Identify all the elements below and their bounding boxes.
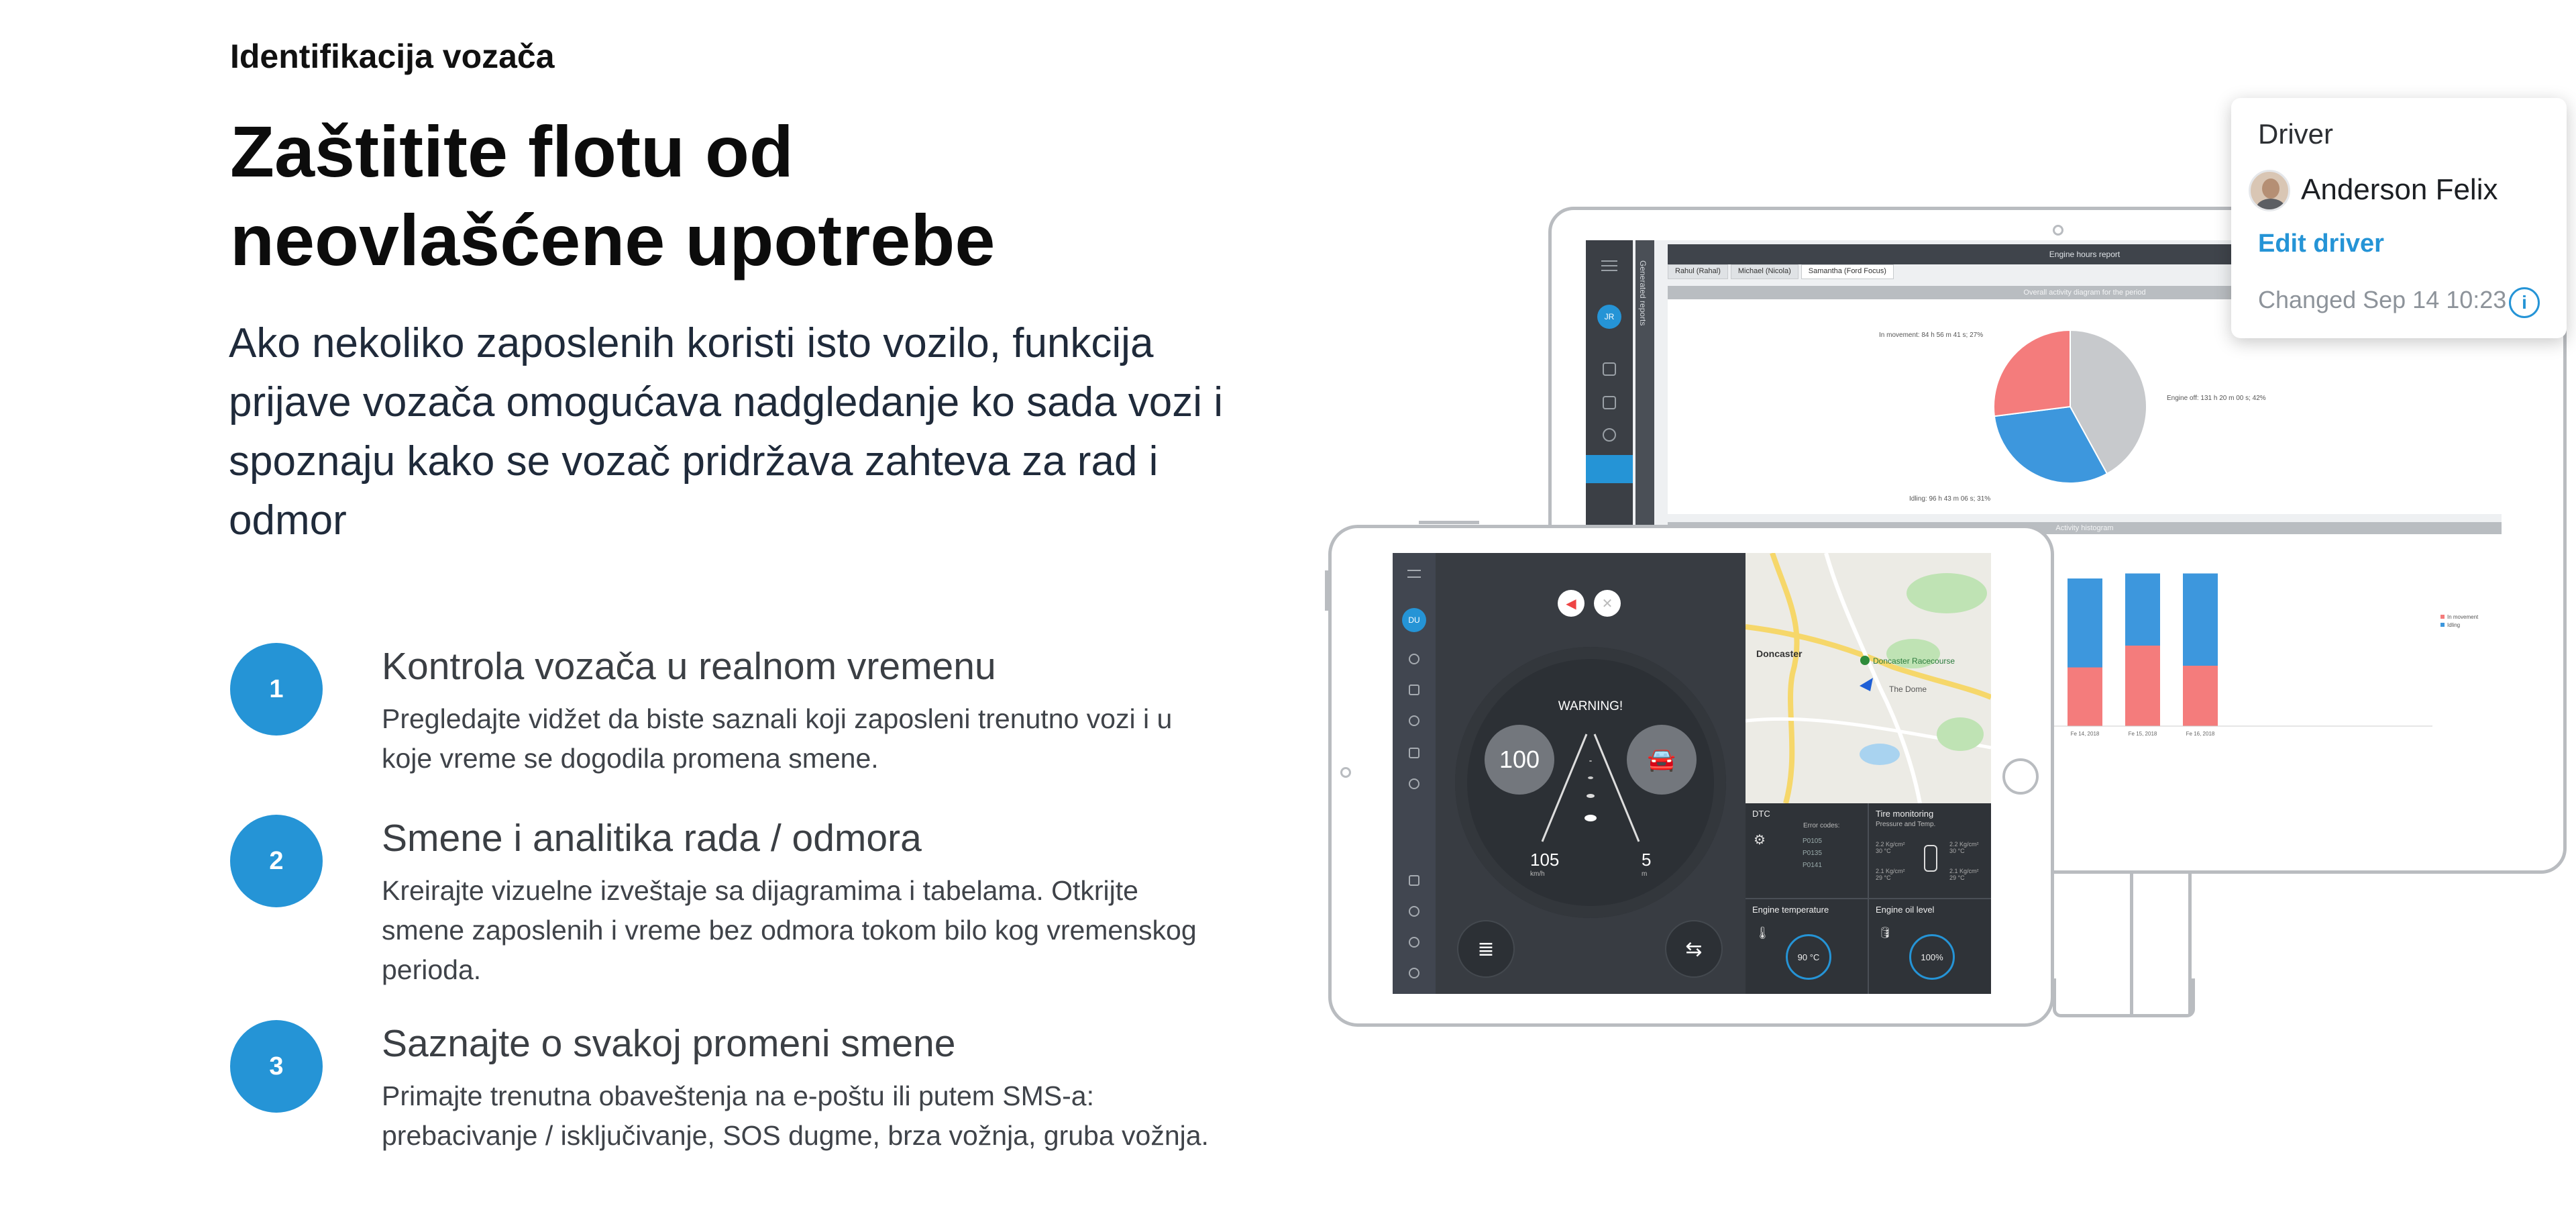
globe-icon[interactable] — [1603, 362, 1616, 376]
tablet-home-button — [2002, 758, 2039, 795]
lane-change-icon[interactable]: ⇆ — [1665, 920, 1723, 978]
monitor-base — [2053, 978, 2195, 1017]
dashboard-icon[interactable] — [1409, 778, 1419, 789]
report-tab[interactable]: Rahul (Rahal) — [1668, 264, 1728, 279]
driver-avatar — [2249, 170, 2290, 211]
map-poi-label: Doncaster Racecourse — [1873, 656, 1955, 666]
pie-label-movement: In movement: 84 h 56 m 41 s; 27% — [1879, 332, 1984, 339]
feature-title: Kontrola vozača u realnom vremenu — [382, 645, 996, 688]
engine-icon: ⚙ — [1754, 833, 1766, 848]
driver-changed-time: Changed Sep 14 10:23 — [2258, 286, 2507, 313]
bar-segment — [2068, 668, 2102, 727]
legend-swatch — [2440, 615, 2445, 619]
feature-title: Saznajte o svakoj promeni smene — [382, 1022, 956, 1065]
feature-number-badge: 2 — [230, 815, 323, 907]
section-eyebrow: Identifikacija vozača — [230, 38, 555, 75]
bell-icon[interactable] — [1409, 906, 1419, 917]
user-avatar[interactable]: DU — [1402, 608, 1426, 632]
help-icon[interactable] — [1409, 968, 1419, 978]
driving-dashboard — [1436, 553, 1746, 994]
driver-popup — [2231, 98, 2567, 338]
sound-on-icon[interactable]: ◀ — [1558, 590, 1585, 617]
user-avatar[interactable]: JR — [1597, 305, 1621, 329]
thermometer-icon: 🌡 — [1755, 926, 1770, 940]
feature-description: Pregledajte vidžet da biste saznali koji zaposleni trenutno vozi i u koje vreme se dogodila promena smene. — [382, 703, 1173, 774]
tire-subtitle: Pressure and Temp. — [1876, 821, 1936, 828]
report-tab[interactable]: Michael (Nicola) — [1731, 264, 1799, 279]
status-tiles — [1746, 803, 1991, 994]
dtc-title: DTC — [1752, 809, 1770, 819]
map-poi-label: The Dome — [1889, 685, 1927, 694]
engine-temp-title: Engine temperature — [1752, 905, 1829, 915]
bar-section-header: Activity histogram — [1668, 522, 2502, 534]
report-header: Engine hours report — [1668, 244, 2502, 264]
bar-tick-label: Fe 16, 2018 — [2186, 731, 2215, 737]
car-top-icon — [1924, 845, 1937, 872]
tire-value: 2.2 Kg/cm² 30 °C — [1876, 841, 1905, 854]
report-tabs — [1668, 264, 1896, 279]
info-icon[interactable]: i — [2509, 287, 2540, 318]
lead-paragraph: Ako nekoliko zaposlenih koristi isto vozilo, funkcija prijave vozača omogućava nadgledanje ko sada vozi i spoznaju kako se vozač pridržava zahteva za rad i odmor — [229, 320, 1224, 544]
map-roads — [1746, 553, 1991, 803]
feature-title: Smene i analitika rada / odmora — [382, 817, 922, 860]
location-icon[interactable] — [1409, 715, 1419, 726]
legend-label: Idling — [2447, 622, 2461, 628]
location-icon[interactable] — [1603, 428, 1616, 442]
menu-icon[interactable] — [1407, 570, 1421, 578]
page-title: Zaštitite flotu od neovlašćene upotrebe — [230, 111, 996, 281]
oil-level-title: Engine oil level — [1876, 905, 1935, 915]
tire-value: 2.1 Kg/cm² 29 °C — [1876, 868, 1905, 881]
edit-driver-link[interactable]: Edit driver — [2258, 230, 2384, 258]
sound-off-icon[interactable]: ✕ — [1594, 590, 1621, 617]
globe-icon[interactable] — [1409, 654, 1419, 664]
tire-tile[interactable] — [1869, 803, 1991, 898]
report-tab[interactable]: Samantha (Ford Focus) — [1801, 264, 1894, 279]
oil-can-icon: 🛢 — [1878, 927, 1892, 939]
speed-gauge — [1455, 647, 1726, 918]
feature-number-badge: 1 — [230, 643, 323, 736]
following-distance: 5 m — [1642, 850, 1652, 878]
engine-temp-gauge: 90 °C — [1786, 934, 1831, 980]
tire-value: 2.2 Kg/cm² 30 °C — [1949, 841, 1979, 854]
tablet-sidebar — [1393, 553, 1436, 994]
report-icon[interactable] — [1603, 396, 1616, 409]
map-view[interactable] — [1746, 553, 1991, 803]
speed-limit-sign: 100 — [1485, 725, 1554, 795]
dtc-subtitle: Error codes: — [1803, 822, 1840, 829]
bar-segment — [2068, 578, 2102, 668]
legend-swatch — [2440, 623, 2445, 627]
generated-reports-tab[interactable]: Generated reports — [1635, 240, 1654, 750]
oil-level-gauge: 100% — [1909, 934, 1955, 980]
engine-temp-tile[interactable] — [1746, 899, 1868, 994]
bar-segment — [2125, 646, 2160, 726]
bar-tick-label: Fe 15, 2018 — [2128, 731, 2157, 737]
monitor-camera — [2053, 225, 2063, 236]
pie-slice — [1994, 330, 2070, 416]
legend-label: In movement — [2447, 614, 2479, 620]
pie-label-idling: Idling: 96 h 43 m 06 s; 31% — [1909, 495, 1991, 503]
tablet-screen — [1393, 553, 1991, 994]
driver-name: Anderson Felix — [2301, 173, 2498, 206]
report-icon[interactable] — [1409, 685, 1419, 695]
collision-car-icon: 🚘 — [1627, 725, 1697, 795]
tablet-volume-keys — [1419, 521, 1479, 526]
tablet-side-button — [1325, 570, 1330, 611]
gear-icon[interactable] — [1409, 937, 1419, 948]
warning-label: WARNING! — [1558, 699, 1623, 713]
feature-description: Kreirajte vizuelne izveštaje sa dijagramima i tabelama. Otkrijte smene zaposlenih i vreme bez odmora tokom bilo kog vremenskog perioda. — [382, 875, 1197, 985]
dtc-tile[interactable] — [1746, 803, 1868, 898]
dtc-codes: P0105 P0135 P0141 — [1803, 838, 1822, 869]
headlight-icon[interactable]: ≣ — [1457, 920, 1515, 978]
menu-icon[interactable] — [1601, 260, 1617, 271]
feature-description: Primajte trenutna obaveštenja na e-poštu ili putem SMS-a: prebacivanje / isključivanje, SOS dugme, brza vožnja, gruba vožnja. — [382, 1080, 1209, 1151]
bar-tick-label: Fe 14, 2018 — [2070, 731, 2100, 737]
logout-icon[interactable] — [1409, 875, 1419, 886]
bar-segment — [2183, 574, 2218, 666]
pie-section-header: Overall activity diagram for the period — [1668, 286, 2502, 299]
tire-value: 2.1 Kg/cm² 29 °C — [1949, 868, 1979, 881]
feature-number-badge: 3 — [230, 1020, 323, 1113]
tire-title: Tire monitoring — [1876, 809, 1934, 819]
driver-heading: Driver — [2258, 118, 2333, 150]
current-speed: 105 km/h — [1530, 850, 1560, 878]
oil-level-tile[interactable] — [1869, 899, 1991, 994]
tablet-camera — [1340, 767, 1351, 778]
bar-segment — [2125, 574, 2160, 646]
pie-label-off: Engine off: 131 h 20 m 00 s; 42% — [2167, 395, 2266, 402]
map-city-label: Doncaster — [1756, 648, 1803, 659]
bar-segment — [2183, 666, 2218, 726]
vehicle-nav-active[interactable] — [1586, 455, 1633, 483]
vehicle-icon[interactable] — [1409, 748, 1419, 758]
